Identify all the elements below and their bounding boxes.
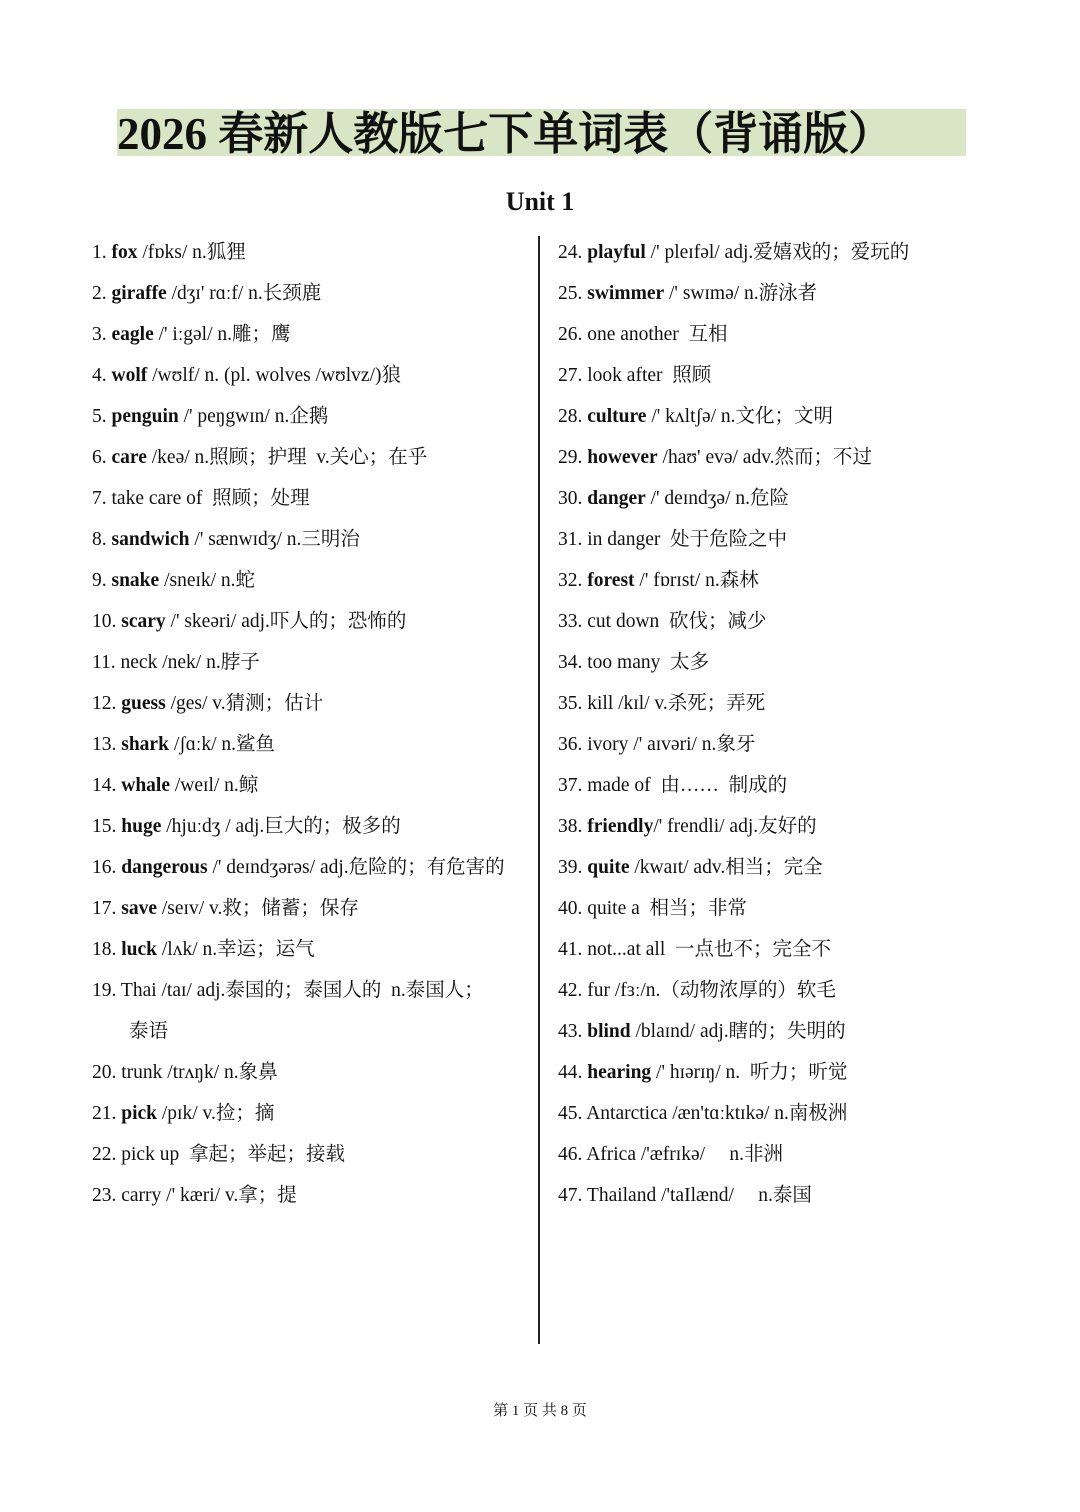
entry-headword: dangerous xyxy=(121,857,208,878)
entry-definition: /' hɪərɪŋ/ n. 听力；听觉 xyxy=(651,1062,848,1083)
entry-number: 44. xyxy=(558,1062,583,1083)
entry-definition: /dʒɪ' rɑːf/ n.长颈鹿 xyxy=(166,283,322,304)
entry-number: 39. xyxy=(558,857,583,878)
vocab-entry xyxy=(558,1134,998,1175)
vocab-entry xyxy=(558,888,998,929)
entry-number: 25. xyxy=(558,283,583,304)
entry-definition: /' frendli/ adj.友好的 xyxy=(653,816,817,837)
page-footer: 第 1 页 共 8 页 xyxy=(493,1403,587,1419)
entry-definition: /lʌk/ n.幸运；运气 xyxy=(157,939,315,960)
entry-definition: /keə/ n.照顾；护理 v.关心；在乎 xyxy=(146,447,428,468)
entry-definition: fur /fɜː/n.（动物浓厚的）软毛 xyxy=(587,980,836,1001)
entry-definition: /weɪl/ n.鲸 xyxy=(170,775,259,796)
entry-number: 1. xyxy=(92,242,107,263)
entry-headword: friendly xyxy=(587,816,654,837)
entry-number: 22. xyxy=(92,1144,117,1165)
column-divider xyxy=(538,236,540,1344)
entry-number: 13. xyxy=(92,734,117,755)
vocab-entry xyxy=(92,601,532,642)
vocab-entry xyxy=(558,273,998,314)
entry-definition: /' iːgəl/ n.雕；鹰 xyxy=(153,324,291,345)
entry-number: 28. xyxy=(558,406,583,427)
vocab-entry xyxy=(558,1093,998,1134)
vocab-entry xyxy=(558,642,998,683)
vocab-entry xyxy=(558,437,998,478)
entry-headword: however xyxy=(587,447,658,468)
entry-definition: one another 互相 xyxy=(587,324,728,345)
entry-definition: /blaɪnd/ adj.瞎的；失明的 xyxy=(630,1021,846,1042)
entry-definition: /wʊlf/ n. (pl. wolves /wʊlvz/)狼 xyxy=(147,365,401,386)
entry-definition: /' peŋgwɪn/ n.企鹅 xyxy=(178,406,329,427)
entry-headword: sandwich xyxy=(111,529,190,550)
vocab-entry xyxy=(558,847,998,888)
entry-definition: Antarctica /æn'tɑːktɪkə/ n.南极洲 xyxy=(586,1103,848,1124)
entry-definition: /' skeəri/ adj.吓人的；恐怖的 xyxy=(165,611,407,632)
entry-definition: /haʊ' evə/ adv.然而；不过 xyxy=(657,447,873,468)
entry-headword: eagle xyxy=(111,324,154,345)
vocab-entry xyxy=(92,1175,532,1216)
entry-number: 27. xyxy=(558,365,583,386)
entry-number: 36. xyxy=(558,734,583,755)
vocab-entry xyxy=(558,806,998,847)
entry-number: 19. xyxy=(92,980,117,1001)
entry-number: 24. xyxy=(558,242,583,263)
entry-headword: care xyxy=(111,447,147,468)
vocab-entry xyxy=(558,1052,998,1093)
vocab-entry xyxy=(558,355,998,396)
entry-number: 33. xyxy=(558,611,583,632)
vocab-entry xyxy=(92,806,532,847)
entry-definition: quite a 相当；非常 xyxy=(587,898,748,919)
entry-number: 16. xyxy=(92,857,117,878)
entry-definition: trunk /trʌŋk/ n.象鼻 xyxy=(121,1062,278,1083)
entry-number: 41. xyxy=(558,939,583,960)
entry-continuation: 泰语 xyxy=(129,1021,169,1042)
entry-definition: made of 由…… 制成的 xyxy=(587,775,788,796)
vocab-entry xyxy=(92,683,532,724)
entry-number: 34. xyxy=(558,652,583,673)
entry-headword: snake xyxy=(111,570,160,591)
vocab-entry xyxy=(558,519,998,560)
entry-number: 30. xyxy=(558,488,583,509)
entry-headword: quite xyxy=(587,857,630,878)
entry-number: 20. xyxy=(92,1062,117,1083)
entry-number: 15. xyxy=(92,816,117,837)
entry-headword: guess xyxy=(121,693,166,714)
entry-number: 10. xyxy=(92,611,117,632)
entry-number: 26. xyxy=(558,324,583,345)
entry-number: 29. xyxy=(558,447,583,468)
entry-number: 7. xyxy=(92,488,107,509)
entry-number: 46. xyxy=(558,1144,583,1165)
vocab-entry xyxy=(92,314,532,355)
entry-number: 9. xyxy=(92,570,107,591)
entry-number: 32. xyxy=(558,570,583,591)
entry-definition: /' fɒrɪst/ n.森林 xyxy=(634,570,759,591)
entry-definition: Thailand /'taIlænd/ n.泰国 xyxy=(586,1185,812,1206)
entry-headword: forest xyxy=(587,570,635,591)
entry-headword: blind xyxy=(587,1021,631,1042)
entry-number: 4. xyxy=(92,365,107,386)
entry-definition: /' swɪmə/ n.游泳者 xyxy=(664,283,818,304)
entry-definition: neck /nek/ n.脖子 xyxy=(120,652,260,673)
entry-number: 12. xyxy=(92,693,117,714)
entry-definition: /seɪv/ v.救；储蓄；保存 xyxy=(157,898,359,919)
entry-definition: not...at all 一点也不；完全不 xyxy=(587,939,831,960)
entry-headword: penguin xyxy=(111,406,179,427)
entry-definition: Thai /taɪ/ adj.泰国的；泰国人的 n.泰国人； xyxy=(120,980,484,1001)
entry-definition: take care of 照顾；处理 xyxy=(111,488,310,509)
entry-headword: culture xyxy=(587,406,647,427)
entry-definition: /' deɪndʒərəs/ adj.危险的；有危害的 xyxy=(207,857,505,878)
entry-headword: giraffe xyxy=(111,283,167,304)
vocab-entry xyxy=(558,970,998,1011)
vocab-entry xyxy=(558,765,998,806)
vocab-entry xyxy=(92,478,532,519)
entry-headword: swimmer xyxy=(587,283,665,304)
vocab-entry xyxy=(92,560,532,601)
vocab-entry xyxy=(92,847,532,888)
vocab-entry xyxy=(92,232,532,273)
entry-number: 35. xyxy=(558,693,583,714)
entry-definition: /hjuːdʒ / adj.巨大的；极多的 xyxy=(161,816,401,837)
entry-number: 3. xyxy=(92,324,107,345)
vocab-entry xyxy=(558,314,998,355)
entry-definition: kill /kɪl/ v.杀死；弄死 xyxy=(587,693,766,714)
left-column xyxy=(92,232,532,1216)
entry-definition: ivory /' aɪvəri/ n.象牙 xyxy=(587,734,756,755)
entry-number: 45. xyxy=(558,1103,583,1124)
entry-headword: shark xyxy=(121,734,169,755)
entry-definition: pick up 拿起；举起；接载 xyxy=(121,1144,345,1165)
entry-definition: /pɪk/ v.捡；摘 xyxy=(157,1103,275,1124)
entry-headword: hearing xyxy=(587,1062,652,1083)
vocab-entry xyxy=(558,560,998,601)
entry-headword: scary xyxy=(121,611,166,632)
entry-number: 6. xyxy=(92,447,107,468)
entry-headword: save xyxy=(121,898,157,919)
vocab-entry xyxy=(558,601,998,642)
vocab-entry xyxy=(92,1052,532,1093)
vocab-entry xyxy=(92,519,532,560)
entry-definition: Africa /'æfrɪkə/ n.非洲 xyxy=(586,1144,784,1165)
entry-definition: /' pleɪfəl/ adj.爱嬉戏的；爱玩的 xyxy=(645,242,910,263)
right-column xyxy=(558,232,998,1216)
page-title: 2026 春新人教版七下单词表（背诵版） xyxy=(117,109,894,159)
entry-number: 23. xyxy=(92,1185,117,1206)
entry-definition: /' sænwɪdʒ/ n.三明治 xyxy=(189,529,360,550)
vocab-entry xyxy=(558,1175,998,1216)
vocab-entry xyxy=(558,929,998,970)
entry-number: 2. xyxy=(92,283,107,304)
entry-definition: /fɒks/ n.狐狸 xyxy=(137,242,246,263)
entry-number: 43. xyxy=(558,1021,583,1042)
entry-headword: wolf xyxy=(111,365,148,386)
entry-number: 38. xyxy=(558,816,583,837)
entry-number: 18. xyxy=(92,939,117,960)
entry-definition: cut down 砍伐；减少 xyxy=(587,611,767,632)
vocab-entry xyxy=(92,765,532,806)
entry-definition: carry /' kæri/ v.拿；提 xyxy=(121,1185,297,1206)
entry-number: 40. xyxy=(558,898,583,919)
vocab-entry xyxy=(92,970,532,1052)
entry-definition: in danger 处于危险之中 xyxy=(587,529,788,550)
entry-headword: playful xyxy=(587,242,646,263)
vocab-entry xyxy=(558,396,998,437)
entry-definition: /kwaɪt/ adv.相当；完全 xyxy=(629,857,823,878)
entry-number: 31. xyxy=(558,529,583,550)
vocab-entry xyxy=(558,724,998,765)
entry-headword: fox xyxy=(111,242,138,263)
entry-headword: danger xyxy=(587,488,646,509)
vocab-entry xyxy=(92,888,532,929)
entry-number: 17. xyxy=(92,898,117,919)
entry-number: 5. xyxy=(92,406,107,427)
entry-definition: /' kʌltʃə/ n.文化；文明 xyxy=(646,406,834,427)
vocab-entry xyxy=(92,1134,532,1175)
entry-headword: luck xyxy=(121,939,158,960)
entry-definition: /ʃɑːk/ n.鲨鱼 xyxy=(168,734,276,755)
entry-definition: /ges/ v.猜测；估计 xyxy=(165,693,324,714)
entry-definition: /' deɪndʒə/ n.危险 xyxy=(645,488,789,509)
entry-number: 11. xyxy=(92,652,116,673)
vocab-entry xyxy=(558,683,998,724)
entry-number: 47. xyxy=(558,1185,583,1206)
unit-heading: Unit 1 xyxy=(505,187,575,216)
vocab-entry xyxy=(92,437,532,478)
entry-number: 42. xyxy=(558,980,583,1001)
vocab-entry xyxy=(92,724,532,765)
entry-definition: /sneɪk/ n.蛇 xyxy=(159,570,256,591)
vocab-entry xyxy=(92,929,532,970)
entry-headword: pick xyxy=(121,1103,158,1124)
entry-number: 37. xyxy=(558,775,583,796)
vocab-entry xyxy=(558,232,998,273)
vocab-entry xyxy=(92,273,532,314)
entry-number: 8. xyxy=(92,529,107,550)
entry-number: 14. xyxy=(92,775,117,796)
vocab-entry xyxy=(558,478,998,519)
vocab-entry xyxy=(92,396,532,437)
vocab-entry xyxy=(92,642,532,683)
vocab-entry xyxy=(92,1093,532,1134)
vocab-entry xyxy=(558,1011,998,1052)
entry-headword: huge xyxy=(121,816,162,837)
entry-definition: too many 太多 xyxy=(587,652,710,673)
entry-headword: whale xyxy=(121,775,170,796)
entry-definition: look after 照顾 xyxy=(587,365,712,386)
entry-number: 21. xyxy=(92,1103,117,1124)
vocab-entry xyxy=(92,355,532,396)
